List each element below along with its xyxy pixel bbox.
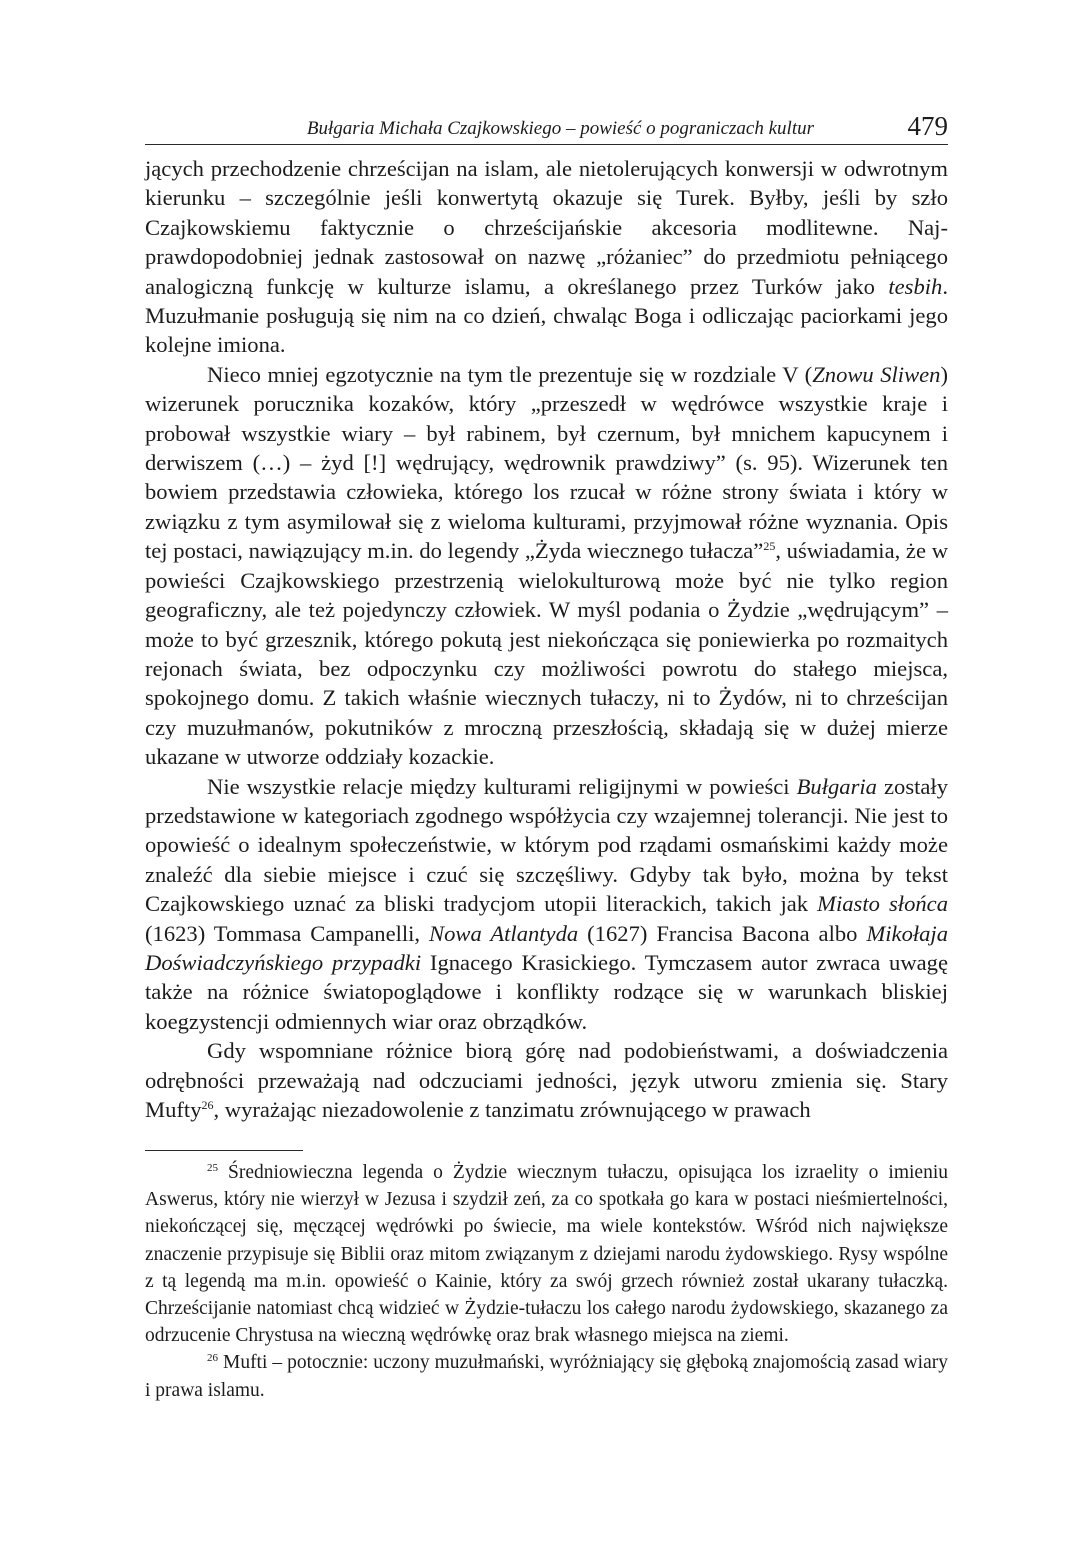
paragraph-1 xyxy=(145,154,948,360)
italic-term: tesbih xyxy=(888,273,943,299)
text-run: Gdy wspomniane różnice biorą górę nad podobieństwami, a doświadczenia odrębności przeważają nad odczuciami jedności, język utworu zmienia się. Stary Mufty xyxy=(145,1038,948,1122)
text-run: Ignacego Krasickiego. Tymczasem autor zwraca uwagę także na różnice światopoglądowe i konflikty rodzące się w warunkach bliskiej koegzystencji odmiennych wiar oraz obrządków. xyxy=(145,949,949,1034)
footnote-text: Średniowieczna legenda o Żydzie wiecznym tułaczu, opisująca los izraelity o imieniu Aswerus, który nie wierzył w Jezusa i szydził zeń, za co spotkała go kara w postaci nieśmiertelności, niekończącej się, męczącej wędrówki po świecie, ma wiele kontekstów. Wśród nich największe znaczenie przypisuje się Biblii oraz mitom związanym z dziejami narodu żydowskiego. Rysy wspólne z tą legendą ma m.in. opowieść o Kainie, który za swój grzech również został ukarany tułaczką. Chrześcijanie natomiast chcą widzieć w Żydzie-tułaczu los całego narodu żydowskiego, skazanego za odrzucenie Chrystusa na wieczną wędrówkę oraz brak własnego miejsca na ziemi. xyxy=(145,1162,948,1347)
text-run: ) wizerunek porucznika kozaków, który „przeszedł w wędrówce wszystkie kraje i probował wszystkie wiary – był rabinem, był czernum, był mnichem kapucynem i derwiszem (…) – żyd [!] wędrujący, wędrownik prawdziwy” (s. 95). Wizerunek ten bowiem przedstawia człowieka, którego los rzucał w różne strony świata i który w związku z tym asymilował się z wieloma kulturami, przyjmował różne wyznania. Opis tej postaci, nawiązujący m.in. do legendy „Żyda wiecznego tułacza” xyxy=(145,361,949,564)
running-header xyxy=(145,112,948,145)
footnote-marker: 26 xyxy=(207,1352,218,1365)
italic-title: Znowu Sliwen xyxy=(812,361,941,387)
paragraph-3 xyxy=(145,772,948,1037)
page-number: 479 xyxy=(907,111,948,141)
main-text xyxy=(145,154,948,1124)
text-run: , wyrażając niezadowolenie z tanzimatu zrównującego w prawach xyxy=(213,1097,811,1122)
footnote-ref-25[interactable]: 25 xyxy=(763,539,776,554)
text-run: zostały przedstawione w kategoriach zgodnego współżycia czy wzajemnej tolerancji. Nie jest to opowieść o idealnym społeczeństwie, w którym pod rządami osmańskimi każdy może znaleźć dla siebie miejsce i czuć się szczęśliwy. Gdyby tak było, można by tekst Czajkowskiego uznać za bliski tradycjom utopii literackich, takich jak xyxy=(145,773,948,917)
italic-title: Miasto słońca xyxy=(817,891,948,917)
footnote-marker: 25 xyxy=(207,1162,218,1174)
running-title: Bułgaria Michała Czajkowskiego – powieść o pograniczach kultur xyxy=(306,118,814,139)
italic-title: Nowa Atlantyda xyxy=(429,920,579,946)
footnote-text: Mufti – potocznie: uczony muzułmański, wyróżniający się głęboką znajomością zasad wiary i prawa islamu. xyxy=(145,1352,948,1401)
footnote-25 xyxy=(145,1159,948,1349)
footnote-ref-26[interactable]: 26 xyxy=(201,1098,214,1112)
italic-title: Mikołaja Doświadczyńskiego przypadki xyxy=(145,920,949,975)
paragraph-2 xyxy=(145,360,948,772)
text-run: . Muzułmanie posługują się nim na co dzień, chwaląc Boga i odliczając paciorkami jego kolejne imiona. xyxy=(145,273,948,358)
text-run: (1623) Tommasa Campanelli, xyxy=(145,920,430,946)
footnote-26 xyxy=(145,1349,948,1403)
text-run: Nieco mniej egzotycznie na tym tle prezentuje się w rozdziale V ( xyxy=(207,361,813,387)
footnote-separator xyxy=(145,1150,303,1151)
italic-title: Bułgaria xyxy=(796,773,877,799)
paragraph-4 xyxy=(145,1036,948,1124)
text-run: , uświadamia, że w powieści Czajkowskiego przestrzenią wielokulturową może być nie tylko region geograficzny, ale też pojedynczy człowiek. W myśl podania o Żydzie „wędrującym” – może to być grzesznik, którego pokutą jest niekończąca się poniewierka po rozmaitych rejonach świata, bez odpoczynku czy możliwości powrotu do stałego miejsca, spokojnego domu. Z takich właśnie wiecznych tułaczy, ni to Żydów, ni to chrześcijan czy muzułmanów, pokutników z mroczną przeszłością, składają się w dużej mierze ukazane w utworze oddziały kozackie. xyxy=(145,538,949,770)
text-run: (1627) Francisa Bacona albo xyxy=(578,920,867,946)
text-run: jących przechodzenie chrześcijan na islam, ale nietolerujących konwersji w odwrotnym kierunku – szczególnie jeśli konwertytą okazuje się Turek. Byłby, jeśli by szło Czajkowskiemu faktycznie o chrześcijańskie akcesoria modlitewne. Najprawdopodobniej jednak zastosował on nazwę „różaniec” do przedmiotu pełniącego analogiczną funkcję w kulturze islamu, a określanego przez Turków jako xyxy=(145,156,948,299)
text-run: Nie wszystkie relacje między kulturami religijnymi w powieści xyxy=(207,773,797,799)
footnotes xyxy=(145,1159,948,1404)
